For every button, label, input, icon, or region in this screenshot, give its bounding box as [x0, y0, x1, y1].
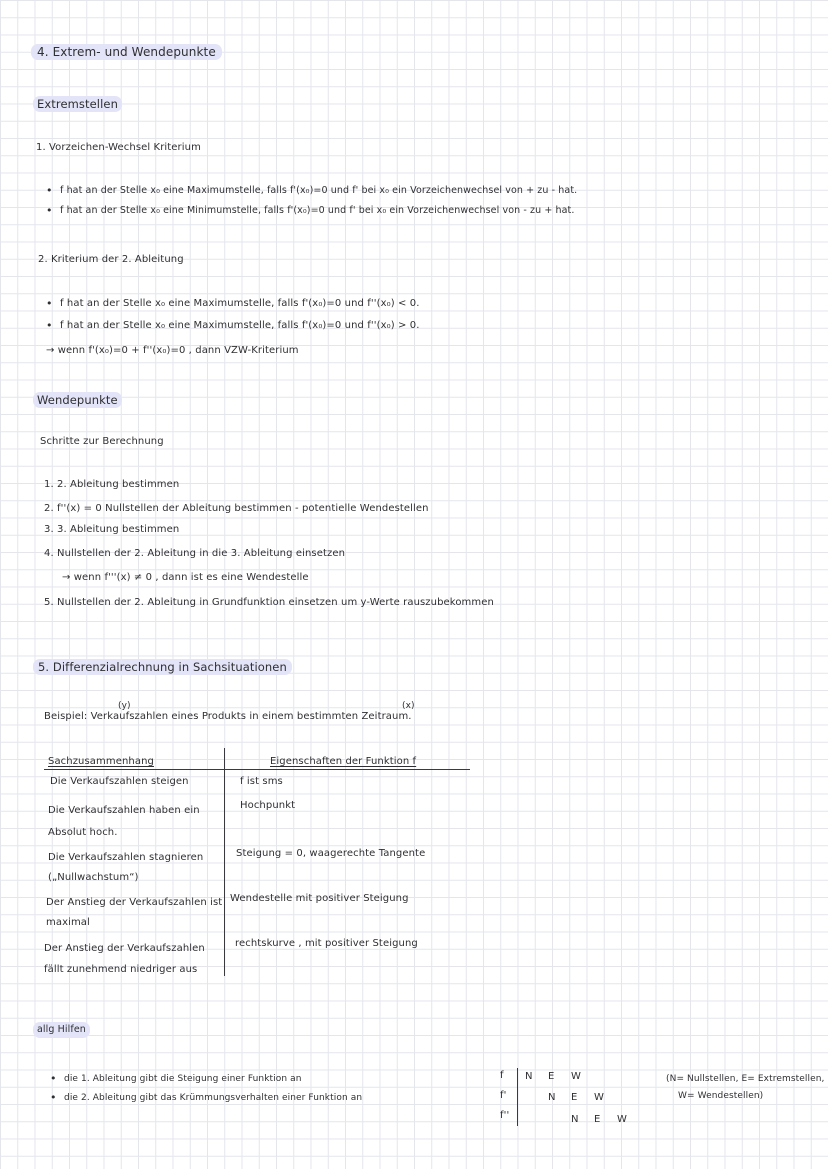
annotation-x: (x) [402, 701, 415, 711]
criterion2-heading: 2. Kriterium der 2. Ableitung [38, 254, 184, 265]
step-1: 1. 2. Ableitung bestimmen [44, 479, 180, 490]
criterion2-note: → wenn f'(x₀)=0 + f''(x₀)=0 , dann VZW-Kriterium [46, 345, 299, 356]
table-header-left: Sachzusammenhang [48, 756, 154, 767]
table-row-3-left: Die Verkaufszahlen stagnieren („Nullwachstum“) [48, 852, 204, 883]
extremstellen-heading: Extremstellen [33, 96, 122, 112]
grid-r3-w: W [617, 1114, 627, 1125]
annotation-y: (y) [118, 701, 131, 711]
table-row-2-right: Hochpunkt [240, 800, 296, 811]
table-header-rule [44, 769, 470, 770]
grid-r3-e: E [594, 1114, 601, 1125]
grid-row-f2: f'' [500, 1110, 510, 1121]
table-row-3-right: Steigung = 0, waagerechte Tangente [236, 848, 426, 859]
page-title: 4. Extrem- und Wendepunkte [31, 44, 222, 60]
hilfen-bullet-1: • die 1. Ableitung gibt die Steigung einer Funktion an [64, 1073, 302, 1085]
new-grid-divider [517, 1068, 518, 1126]
table-row-1-right: f ist sms [240, 776, 283, 787]
table-row-2-left: Die Verkaufszahlen haben ein Absolut hoch. [48, 805, 200, 838]
criterion2-bullet-min: • f hat an der Stelle x₀ eine Maximumstelle, falls f'(x₀)=0 und f''(x₀) > 0. [60, 320, 419, 332]
example-text: Beispiel: Verkaufszahlen eines Produkts in einem bestimmten Zeitraum. [44, 711, 412, 722]
table-row-5-right: rechtskurve , mit positiver Steigung [235, 938, 418, 949]
steps-heading: Schritte zur Berechnung [40, 436, 164, 447]
grid-r2-e: E [571, 1092, 578, 1103]
criterion1-heading: 1. Vorzeichen-Wechsel Kriterium [36, 142, 201, 153]
wendepunkte-heading: Wendepunkte [33, 392, 122, 408]
grid-r3-n: N [571, 1114, 579, 1125]
grid-r2-n: N [548, 1092, 556, 1103]
hilfen-bullet-2: • die 2. Ableitung gibt das Krümmungsverhalten einer Funktion an [64, 1092, 362, 1104]
grid-r1-w: W [571, 1071, 581, 1082]
step-4: 4. Nullstellen der 2. Ableitung in die 3. Ableitung einsetzen [44, 548, 346, 559]
criterion1-bullet-min: • f hat an der Stelle x₀ eine Minimumstelle, falls f'(x₀)=0 und f' bei x₀ ein Vorzeichenwechsel von - zu + hat. [60, 205, 575, 217]
table-row-1-left: Die Verkaufszahlen steigen [50, 776, 189, 787]
table-row-5-left: Der Anstieg der Verkaufszahlen fällt zunehmend niedriger aus [44, 943, 205, 975]
legend-line-2: W= Wendestellen) [678, 1091, 764, 1101]
table-row-4-left: Der Anstieg der Verkaufszahlen ist maximal [46, 897, 223, 928]
step-5: 5. Nullstellen der 2. Ableitung in Grundfunktion einsetzen um y-Werte rauszubekommen [44, 597, 494, 608]
grid-row-f1: f' [500, 1090, 507, 1101]
criterion1-bullet-max: • f hat an der Stelle x₀ eine Maximumstelle, falls f'(x₀)=0 und f' bei x₀ ein Vorzeichenwechsel von + zu - hat. [60, 185, 577, 197]
step-4-note: → wenn f'''(x) ≠ 0 , dann ist es eine Wendestelle [62, 572, 309, 583]
criterion2-bullet-max: • f hat an der Stelle x₀ eine Maximumstelle, falls f'(x₀)=0 und f''(x₀) < 0. [60, 298, 419, 310]
grid-row-f: f [500, 1070, 504, 1081]
grid-r1-e: E [548, 1071, 555, 1082]
step-3: 3. 3. Ableitung bestimmen [44, 524, 180, 535]
hilfen-heading: allg Hilfen [33, 1022, 90, 1038]
table-header-right: Eigenschaften der Funktion f [270, 756, 417, 767]
grid-r1-n: N [525, 1071, 533, 1082]
grid-r2-w: W [594, 1092, 604, 1103]
section5-heading: 5. Differenzialrechnung in Sachsituationen [33, 659, 292, 675]
legend-line-1: (N= Nullstellen, E= Extremstellen, [666, 1074, 825, 1084]
table-row-4-right: Wendestelle mit positiver Steigung [230, 893, 409, 904]
step-2: 2. f''(x) = 0 Nullstellen der Ableitung bestimmen - potentielle Wendestellen [44, 503, 429, 514]
